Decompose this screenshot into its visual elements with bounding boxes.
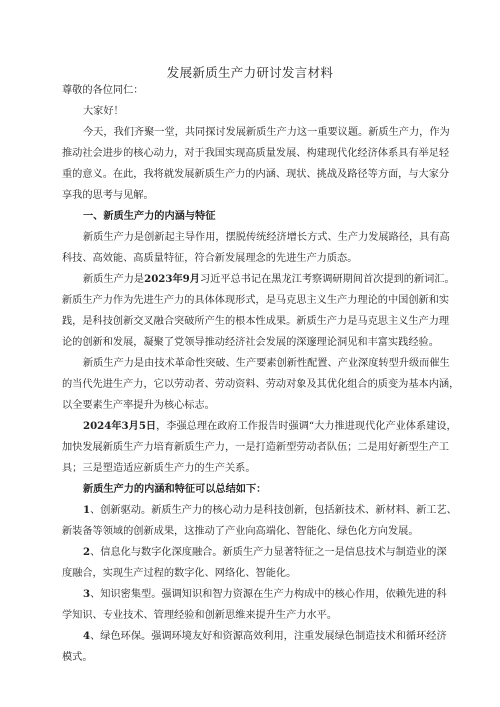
list-item	[62, 500, 457, 521]
paragraph-line: 论的创新和发展，凝聚了党领导推动经济社会发展的深邃理论洞见和丰富实践经验。	[62, 337, 439, 348]
paragraph-line: 具；三是塑造适应新质生产力的生产关系。	[62, 463, 256, 474]
intro-line: 重的意义。在此，我将就发展新质生产力的内涵、现状、挑战及路径等方面，与大家分	[62, 169, 450, 180]
paragraph-line: 科技、高效能、高质量特征，符合新发展理念的先进生产力质态。	[62, 253, 358, 264]
greeting: 尊敬的各位同仁：	[62, 85, 144, 96]
list-item-cont: 度融合，实现生产过程的数字化、网络化、智能化。	[62, 568, 297, 579]
item-number: 3	[83, 588, 91, 600]
text-span: 习近平总书记在黑龙江考察调研期间首次提到的新词汇。	[199, 274, 455, 285]
hello: 大家好！	[83, 106, 124, 117]
item-text: 、创新驱动。新质生产力的核心动力是科技创新，包括新技术、新材料、新工艺、	[90, 505, 457, 516]
date-bold: 2024年3月5日	[83, 420, 157, 432]
text-span: ，李强总理在政府工作报告时强调“大力推进现代化产业体系建设，	[156, 421, 457, 432]
paragraph-line	[62, 416, 457, 437]
paragraph-line: 新质生产力是创新起主导作用，摆脱传统经济增长方式、生产力发展路径，具有高	[83, 232, 450, 243]
intro-line: 享我的思考与见解。	[62, 190, 154, 201]
list-item-cont: 模式。	[62, 652, 93, 663]
section-heading: 一、新质生产力的内涵与特征	[83, 210, 216, 222]
paragraph-line: 以全要素生产率提升为核心标志。	[62, 400, 215, 411]
paragraph-line: 新质生产力是由技术革命性突破、生产要素创新性配置、产业深度转型升级而催生	[83, 358, 450, 369]
list-item	[62, 542, 447, 563]
text-span: 新质生产力是	[83, 274, 145, 285]
item-text: 、信息化与数字化深度融合。新质生产力显著特征之一是信息技术与制造业的深	[90, 547, 447, 558]
date-bold: 2023年9月	[144, 273, 200, 285]
summary-heading: 新质生产力的内涵和特征可以总结如下：	[83, 483, 267, 495]
paragraph-line: 的当代先进生产力，它以劳动者、劳动资料、劳动对象及其优化组合的质变为基本内涵，	[62, 379, 460, 390]
document-title: 发展新质生产力研讨发言材料	[166, 65, 334, 80]
list-item-cont: 新装备等领域的创新成果，这推动了产业向高端化、智能化、绿色化方向发展。	[62, 526, 419, 537]
item-number: 1	[83, 504, 91, 516]
list-item	[62, 584, 447, 605]
paragraph-line: 新质生产力作为先进生产力的具体体现形式，是马克思主义生产力理论的中国创新和实	[62, 295, 450, 306]
list-item-cont: 学知识、专业技术、管理经验和创新思维来提升生产力水平。	[62, 610, 338, 621]
list-item	[62, 626, 447, 647]
paragraph-line: 加快发展新质生产力培育新质生产力，一是打造新型劳动者队伍；二是用好新型生产工	[62, 442, 450, 453]
item-text: 、绿色环保。强调环境友好和资源高效利用，注重发展绿色制造技术和循环经济	[90, 631, 447, 642]
paragraph-line: 践，是科技创新交叉融合突破所产生的根本性成果。新质生产力是马克思主义生产力理	[62, 316, 450, 327]
item-number: 4	[83, 630, 91, 642]
intro-line: 今天，我们齐聚一堂，共同探讨发展新质生产力这一重要议题。新质生产力，作为	[83, 127, 450, 138]
item-text: 、知识密集型。强调知识和智力资源在生产力构成中的核心作用，依赖先进的科	[90, 589, 447, 600]
item-number: 2	[83, 546, 91, 558]
paragraph-line	[62, 269, 455, 290]
intro-line: 推动社会进步的核心动力，对于我国实现高质量发展、构建现代化经济体系具有举足轻	[62, 148, 450, 159]
